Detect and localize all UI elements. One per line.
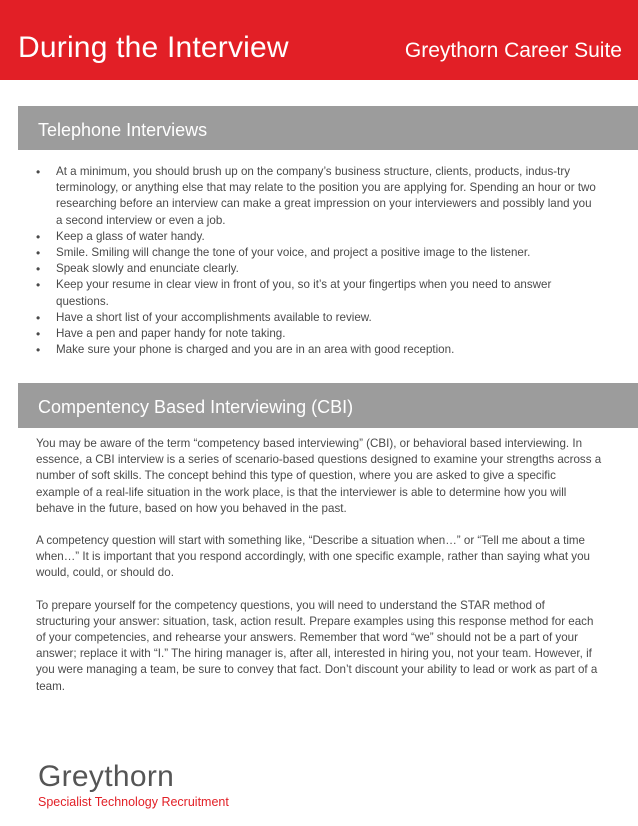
logo-name: Greythorn	[38, 760, 175, 793]
bullet-icon: •	[36, 165, 41, 179]
list-item-text: Have a pen and paper handy for note taking.	[56, 327, 286, 341]
list-item-text: At a minimum, you should brush up on the company’s business structure, clients, products, indus-try terminology, or anything else that may relate to the position you are applying for. Spending an hour or two researching before an interview can make a great impression on your interviewers and possibly land you a second interview or even a job.	[56, 165, 596, 227]
logo-tagline: Specialist Technology Recruitment	[38, 795, 229, 809]
list-item-text: Keep a glass of water handy.	[56, 229, 205, 243]
list-item-text: Have a short list of your accomplishments available to review.	[56, 310, 372, 324]
list-item	[36, 245, 596, 261]
cbi-body	[36, 436, 602, 711]
list-item	[36, 229, 596, 245]
page-title: During the Interview	[18, 31, 289, 64]
list-item-text: Make sure your phone is charged and you are in an area with good reception.	[56, 343, 455, 357]
list-item-text: Keep your resume in clear view in front of you, so it’s at your fingertips when you need to answer questions.	[56, 278, 552, 308]
list-item	[36, 277, 596, 309]
bullet-icon: •	[36, 343, 41, 358]
company-logo	[38, 760, 229, 810]
list-item	[36, 342, 596, 358]
section-bar-telephone	[18, 106, 638, 150]
bullet-icon: •	[36, 246, 41, 261]
cbi-paragraph: You may be aware of the term “competency based interviewing” (CBI), or behavioral based interviewing. In essence, a CBI interview is a series of scenario-based questions designed to examine your strengths across a number of soft skills. The concept behind this type of question, where you are asked to give a specific example of a real-life situation in the work place, is that the interviewer is able to determine how you will behave in the future, based on how you behaved in the past.	[36, 437, 602, 515]
telephone-tips-list	[36, 164, 596, 358]
list-item	[36, 164, 596, 229]
page-header	[0, 0, 638, 80]
bullet-icon: •	[36, 262, 41, 277]
list-item	[36, 310, 596, 326]
list-item	[36, 326, 596, 342]
list-item-text: Speak slowly and enunciate clearly.	[56, 262, 239, 276]
bullet-icon: •	[36, 310, 41, 325]
bullet-icon: •	[36, 229, 41, 244]
bullet-icon: •	[36, 327, 41, 342]
section-heading-telephone: Telephone Interviews	[38, 120, 208, 140]
section-bar-cbi	[18, 383, 638, 428]
list-item-text: Smile. Smiling will change the tone of your voice, and project a positive image to the listener.	[56, 246, 531, 260]
cbi-paragraph: To prepare yourself for the competency questions, you will need to understand the STAR method of structuring your answer: situation, task, action result. Prepare examples using this response method for each of your competencies, and rehearse your answers. Remember that word “we” should not be a part of your answer; replace it with “I.” The hiring manager is, after all, interested in hiring you, not your team. However, if you were managing a team, be sure to convey that fact. Don’t discount your ability to lead or work as part of a team.	[36, 598, 598, 693]
cbi-paragraph: A competency question will start with something like, “Describe a situation when…” or “Tell me about a time when…” It is important that you respond accordingly, with one specific example, rather than saying what you would, could, or should do.	[36, 534, 590, 580]
suite-name: Greythorn Career Suite	[404, 39, 622, 62]
list-item	[36, 261, 596, 277]
section-heading-cbi: Compentency Based Interviewing (CBI)	[38, 397, 354, 417]
bullet-icon: •	[36, 278, 41, 293]
